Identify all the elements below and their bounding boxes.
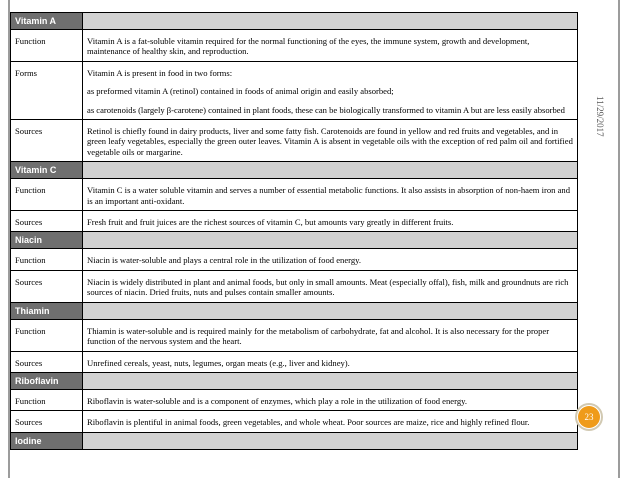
section-header-row [11, 372, 578, 389]
section-header-fill [83, 302, 578, 319]
row-content [83, 120, 578, 162]
section-header-fill [83, 372, 578, 389]
row-label: Function [11, 249, 83, 270]
section-title: Niacin [11, 232, 83, 249]
row-label: Function [11, 30, 83, 62]
table-row [11, 351, 578, 372]
row-paragraph: as carotenoids (largely β-carotene) contained in plant foods, these can be biologically transformed to vitamin A but are less easily absorbed [87, 104, 565, 115]
row-paragraph: Retinol is chiefly found in dairy products, liver and some fatty fish. Carotenoids are found in yellow and red fruits and vegetables, and in green leafy vegetables, especially the green outer leaves. Vitamin A is absent in vegetable oils with the exception of red palm oil and fortified vegetable oils or margarine. [87, 126, 573, 157]
row-content [83, 389, 578, 410]
row-content [83, 319, 578, 351]
row-label: Function [11, 179, 83, 211]
nutrient-table-container [10, 12, 578, 478]
row-paragraph: Riboflavin is water-soluble and is a component of enzymes, which play a role in the utilization of food energy. [87, 395, 468, 406]
row-paragraph: Vitamin A is present in food in two forms: [87, 67, 233, 78]
table-row [11, 319, 578, 351]
row-paragraph: Fresh fruit and fruit juices are the richest sources of vitamin C, but amounts vary greatly in different fruits. [87, 217, 454, 228]
row-content [83, 270, 578, 302]
row-content [83, 179, 578, 211]
row-paragraph: Thiamin is water-soluble and is required mainly for the metabolism of carbohydrate, fat and alcohol. It is also necessary for the proper function of the nervous system and the heart. [87, 325, 550, 347]
section-header-fill [83, 13, 578, 30]
row-label: Sources [11, 211, 83, 232]
slide-date: 11/29/2017 [595, 96, 605, 137]
section-header-fill [83, 432, 578, 449]
table-row [11, 120, 578, 162]
section-title: Thiamin [11, 302, 83, 319]
table-row [11, 249, 578, 270]
section-header-fill [83, 162, 578, 179]
row-label: Function [11, 389, 83, 410]
row-paragraph: Vitamin C is a water soluble vitamin and serves a number of essential metabolic functions. It also assists in absorption of non-haem iron and is an important anti-oxidant. [87, 185, 571, 206]
row-label: Sources [11, 120, 83, 162]
table-row [11, 30, 578, 62]
table-row [11, 411, 578, 432]
table-row [11, 389, 578, 410]
row-paragraph: Niacin is widely distributed in plant and animal foods, but only in small amounts. Meat (especially offal), fish, milk and groundnuts are rich sources of niacin. Dried fruits, nuts and pulses contain smaller amounts. [87, 276, 569, 298]
table-row [11, 179, 578, 211]
section-header-row [11, 162, 578, 179]
row-label: Function [11, 319, 83, 351]
section-header-row [11, 302, 578, 319]
row-content [83, 249, 578, 270]
nutrient-table [10, 12, 578, 450]
row-content [83, 351, 578, 372]
row-content [83, 411, 578, 432]
row-content [83, 30, 578, 62]
row-content [83, 61, 578, 119]
table-row [11, 270, 578, 302]
section-header-row [11, 13, 578, 30]
row-paragraph: Niacin is water-soluble and plays a central role in the utilization of food energy. [87, 255, 362, 266]
row-content [83, 211, 578, 232]
section-header-fill [83, 232, 578, 249]
section-title: Vitamin A [11, 13, 83, 30]
section-title: Vitamin C [11, 162, 83, 179]
nutrient-table-body [11, 13, 578, 450]
section-header-row [11, 432, 578, 449]
row-label: Forms [11, 61, 83, 119]
table-row [11, 211, 578, 232]
section-title: Riboflavin [11, 372, 83, 389]
row-label: Sources [11, 411, 83, 432]
row-label: Sources [11, 351, 83, 372]
row-paragraph: Riboflavin is plentiful in animal foods, green vegetables, and whole wheat. Poor sources are maize, rice and highly refined flour. [87, 417, 530, 428]
page-number: 23 [578, 406, 600, 428]
page-number-badge [575, 403, 603, 431]
row-paragraph: Unrefined cereals, yeast, nuts, legumes, organ meats (e.g., liver and kidney). [87, 357, 350, 368]
row-label: Sources [11, 270, 83, 302]
row-paragraph: Vitamin A is a fat-soluble vitamin required for the normal functioning of the eyes, the immune system, growth and development, maintenance of healthy skin, and reproduction. [87, 36, 530, 57]
section-header-row [11, 232, 578, 249]
section-title: Iodine [11, 432, 83, 449]
table-row [11, 61, 578, 119]
row-paragraph: as preformed vitamin A (retinol) contained in foods of animal origin and easily absorbed; [87, 86, 394, 97]
